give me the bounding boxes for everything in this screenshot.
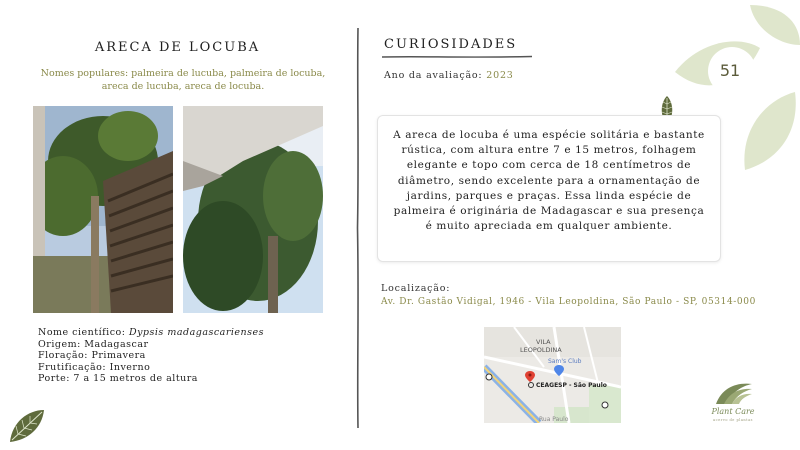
- origin: Origem: Madagascar: [38, 338, 149, 350]
- map-poi-club: Sam's Club: [548, 358, 582, 365]
- year-label: Ano da avaliação:: [384, 70, 487, 81]
- plant-care-logo-icon: [714, 380, 754, 406]
- map-poi-main: CEAGESP - São Paulo: [536, 382, 607, 389]
- vertical-divider: [354, 28, 362, 428]
- plant-facts: [38, 327, 264, 385]
- plant-photo-2: [183, 106, 323, 313]
- scientific-name-row: [38, 327, 264, 339]
- description-text: A areca de locuba é uma espécie solitária e bastante rústica, com altura entre 7 e 15 metros, folhagem elegante e topo com cerca de 18 centímetros de diâmetro, sendo excelente para a ornamentação de jardins, parques e praças. Essa linda espécie de palmeira é originária de Madagascar e sua presença é muito apreciada em qualquer ambiente.: [393, 129, 705, 233]
- heading-underline: [382, 54, 532, 60]
- location-map[interactable]: [484, 327, 621, 423]
- size: Porte: 7 a 15 metros de altura: [38, 373, 198, 384]
- leaf-icon-bottom-left: [8, 408, 46, 444]
- plant-title: ARECA DE LOCUBA: [94, 40, 261, 55]
- evaluation-year: [384, 70, 514, 81]
- curiosities-heading: CURIOSIDADES: [384, 37, 518, 52]
- map-district-line1: VILA: [536, 338, 551, 346]
- year-value: 2023: [486, 70, 514, 81]
- location-address: Av. Dr. Gastão Vidigal, 1946 - Vila Leopoldina, São Paulo - SP, 05314-000: [381, 297, 756, 307]
- scientific-label: Nome científico:: [38, 327, 129, 338]
- popular-names: Nomes populares: palmeira de lucuba, palmeira de locuba, areca de lucuba, areca de locuba.: [40, 68, 326, 92]
- map-district-line2: LEOPOLDINA: [520, 346, 562, 354]
- fruiting: Frutificação: Inverno: [38, 361, 151, 373]
- scientific-name: Dypsis madagascarienses: [128, 327, 265, 338]
- location-label: Localização:: [381, 283, 451, 294]
- description-card: [377, 115, 721, 262]
- flowering: Floração: Primavera: [38, 350, 146, 361]
- logo-name: Plant Care: [711, 407, 755, 416]
- logo-tagline: acervo de plantas: [713, 418, 753, 422]
- plant-photo-1: [33, 106, 173, 313]
- page-number: 51: [719, 61, 741, 80]
- map-road: Rua Paulo: [539, 416, 569, 423]
